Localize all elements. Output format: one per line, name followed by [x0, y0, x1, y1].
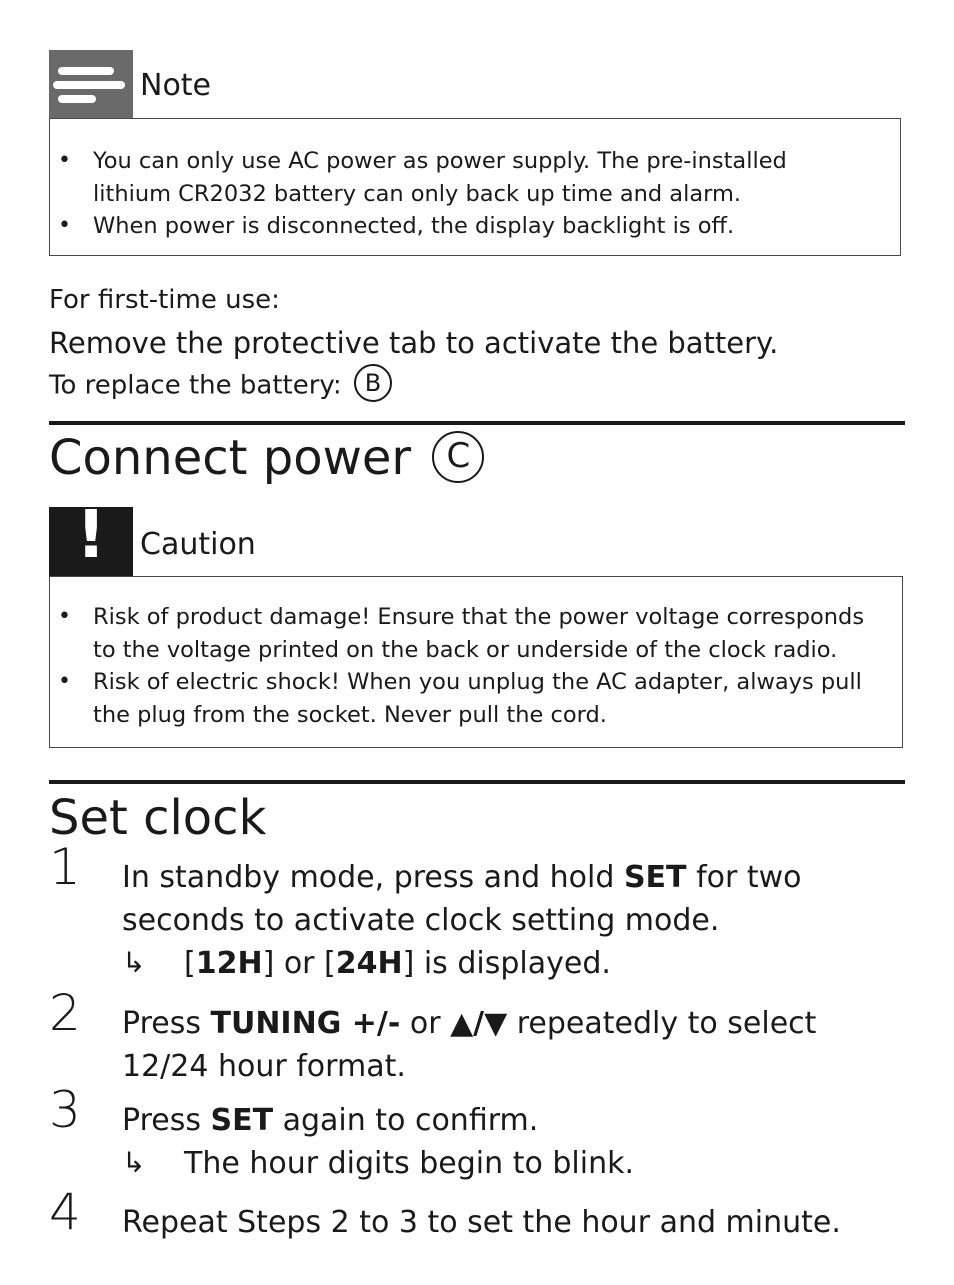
result-arrow-icon: ↳ [122, 1146, 146, 1179]
first-use-text: Remove the protective tab to activate the battery. [49, 326, 779, 360]
step-text-part: Press [122, 1006, 211, 1041]
list-item: • When power is disconnected, the display backlight is off. [50, 210, 850, 243]
replace-battery-line [49, 370, 392, 402]
step-text-part: Press [122, 1103, 211, 1138]
set-clock-title: Set clock [49, 790, 267, 846]
note-icon [49, 50, 133, 118]
note-list [50, 145, 850, 243]
step-text-part: repeatedly to select 12/24 hour format. [122, 1006, 817, 1084]
caution-title: Caution [140, 527, 256, 562]
step-text: Repeat Steps 2 to 3 to set the hour and minute. [122, 1205, 841, 1240]
replace-heading: To replace the battery: [49, 370, 342, 401]
connect-power-heading [49, 430, 484, 486]
figure-ref-b: B [354, 364, 392, 402]
step-result: The hour digits begin to blink. [184, 1146, 634, 1181]
step-text-part: In standby mode, press and hold [122, 860, 624, 895]
key-set: SET [210, 1103, 274, 1138]
section-rule [49, 780, 905, 784]
step-text [122, 1002, 902, 1088]
display-24h: 24H [335, 946, 403, 981]
result-text-part: [ [184, 946, 196, 981]
key-set: SET [623, 860, 687, 895]
step-text [122, 856, 902, 942]
section-rule [49, 421, 905, 425]
note-title: Note [140, 68, 212, 103]
step-number: 3 [49, 1081, 81, 1139]
result-text-part: ] or [ [262, 946, 336, 981]
step-text-part: or [400, 1006, 451, 1041]
caution-box [49, 576, 903, 748]
result-text-part: ] is displayed. [402, 946, 611, 981]
result-arrow-icon: ↳ [122, 946, 146, 979]
step-number: 1 [49, 838, 81, 896]
caution-list [50, 601, 890, 731]
list-item: • Risk of electric shock! When you unplug the AC adapter, always pull the plug from the socket. Never pull the cord. [50, 666, 890, 731]
key-tuning: TUNING +/- [210, 1006, 401, 1041]
connect-power-title: Connect power [49, 430, 412, 486]
step-result [184, 942, 611, 985]
first-use-heading: For first-time use: [49, 285, 280, 315]
list-item: • Risk of product damage! Ensure that the power voltage corresponds to the voltage printed on the back or underside of the clock radio. [50, 601, 890, 666]
warning-icon [49, 496, 133, 577]
step-text-part: for two seconds to activate clock setting mode. [122, 860, 802, 938]
step-text-part: again to confirm. [273, 1103, 539, 1138]
note-box [49, 118, 901, 256]
up-down-arrow-icon: ▲/▼ [450, 1006, 508, 1041]
step-text [122, 1099, 902, 1142]
exclamation-mark: ! [75, 496, 107, 573]
list-item: • You can only use AC power as power supply. The pre-installed lithium CR2032 battery can only back up time and alarm. [50, 145, 850, 210]
display-12h: 12H [195, 946, 263, 981]
step-number: 2 [49, 984, 81, 1042]
figure-ref-c: C [432, 431, 484, 483]
step-number: 4 [49, 1183, 81, 1241]
